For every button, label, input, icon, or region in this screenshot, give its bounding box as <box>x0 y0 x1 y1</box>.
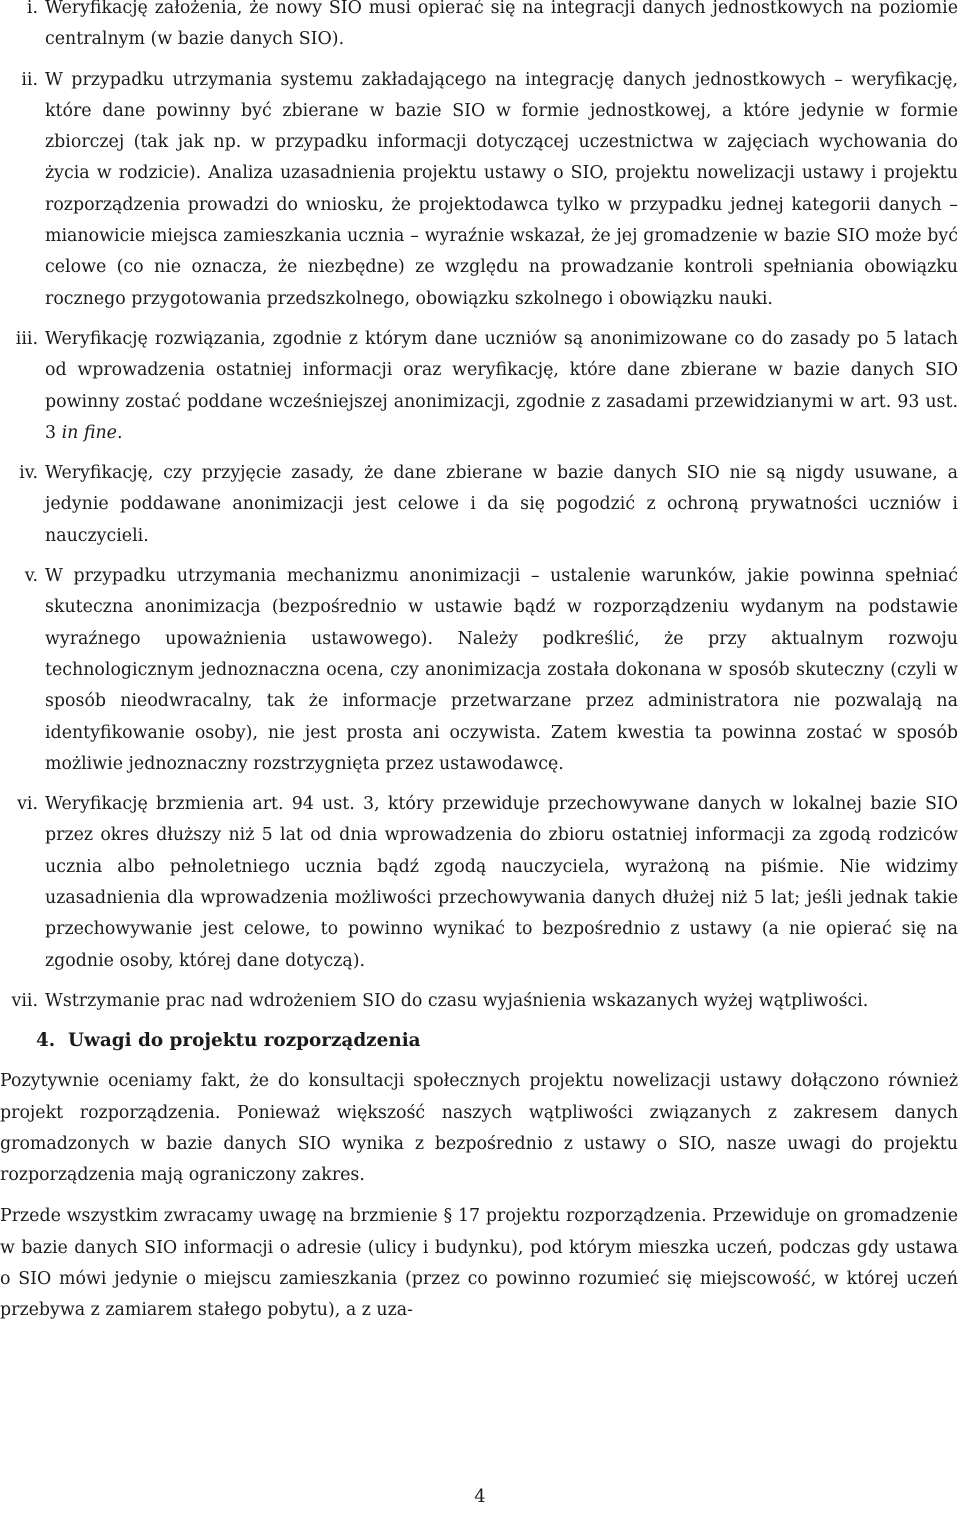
list-item <box>0 561 960 780</box>
list-item <box>0 324 960 449</box>
list-marker: iii. <box>15 328 38 349</box>
list-marker: vii. <box>11 990 38 1011</box>
list-item-text <box>45 324 958 449</box>
section-heading <box>0 1026 960 1056</box>
list-item-text: W przypadku utrzymania systemu zakładającego na integrację danych jednostkowych – weryfikację, które dane powinny być zbierane w bazie SIO w formie jednostkowej, a które jedynie w formie zbiorczej (tak jak np. w przypadku informacji dotyczącej uczestnictwa w zajęciach wychowania do życia w rodzicie). Analiza uzasadnienia projektu ustawy o SIO, projektu nowelizacji ustawy i projektu rozporządzenia prowadzi do wniosku, że projektodawca tylko w przypadku jednej kategorii danych – mianowicie miejsca zamieszkania ucznia – wyraźnie wskazał, że jej gromadzenie w bazie SIO może być celowe (co nie oznacza, że niezbędne) ze względu na prowadzanie kontroli spełniania obowiązku rocznego przygotowania przedszkolnego, obowiązku szkolnego i obowiązku nauki. <box>45 69 958 309</box>
list-item-text: W przypadku utrzymania mechanizmu anonimizacji – ustalenie warunków, jakie powinna spełniać skuteczna anonimizacja (bezpośrednio w ustawie bądź w rozporządzeniu wydanym na podstawie wyraźnego upoważnienia ustawowego). Należy podkreślić, że przy aktualnym rozwoju technologicznym jednoznaczna ocena, czy anonimizacja została dokonana w sposób skuteczny (czyli w sposób nieodwracalny, tak że informacje przetwarzane przez administratora nie pozwalają na identyfikowanie osoby), nie jest prosta ani oczywista. Zatem kwestia ta powinna zostać w sposób możliwie jednoznaczny rozstrzygnięta przez ustawodawcę. <box>45 566 958 774</box>
section-title: Uwagi do projektu rozporządzenia <box>68 1030 421 1052</box>
body-paragraph: Przede wszystkim zwracamy uwagę na brzmienie § 17 projektu rozporządzenia. Przewiduje on gromadzenie w bazie danych SIO informacji o adresie (ulicy i budynku), pod którym mieszka uczeń, podczas gdy ustawa o SIO mówi jedynie o miejscu zamieszkania (przez co powinno rozumieć się miejscowość, w której uczeń przebywa z zamiarem stałego pobytu), a z uza- <box>0 1206 958 1321</box>
page-number: 4 <box>474 1486 486 1507</box>
list-marker: iv. <box>19 463 38 484</box>
list-item <box>0 65 960 315</box>
list-item-text-end: . <box>116 422 123 443</box>
list-item-text: Weryfikację brzmienia art. 94 ust. 3, który przewiduje przechowywane danych w lokalnej bazie SIO przez okres dłuższy niż 5 lat od dnia wprowadzenia do zbioru ostatniej informacji za zgodą rodziców ucznia albo pełnoletniego ucznia bądź zgodą nauczyciela, wyrażoną na piśmie. Nie widzimy uzasadnienia dla wprowadzenia możliwości przechowywania danych dłużej niż 5 lat; jeśli jednak takie przechowywanie jest celowe, to powinno wynikać to bezpośrednio z ustawy (a nie opierać się na zgodnie osoby, której dane dotyczą). <box>45 794 958 971</box>
list-item <box>0 986 960 1017</box>
list-item <box>0 789 960 977</box>
section-number: 4. <box>36 1030 56 1052</box>
body-paragraph: Pozytywnie oceniamy fakt, że do konsultacji społecznych projektu nowelizacji ustawy dołączono również projekt rozporządzenia. Ponieważ większość naszych wątpliwości związanych z zakresem danych gromadzonych w bazie danych SIO wynika z bezpośrednio z ustawy o SIO, nasze uwagi do projektu rozporządzenia mają ograniczony zakres. <box>0 1071 958 1186</box>
list-item-text: Weryfikację, czy przyjęcie zasady, że dane zbierane w bazie danych SIO nie są nigdy usuwane, a jedynie poddawane anonimizacji jest celowe i da się pogodzić z ochroną prywatności uczniów i nauczycieli. <box>45 463 958 546</box>
list-marker: ii. <box>21 69 38 90</box>
list-item-text-main: Weryfikację rozwiązania, zgodnie z którym dane uczniów są anonimizowane co do zasady po 5 latach od wprowadzenia ostatniej informacji oraz weryfikację, które dane zbierane w bazie danych SIO powinny zostać poddane wcześniejszej anonimizacji, zgodnie z zasadami przewidzianymi w art. 93 ust. 3 <box>45 328 958 443</box>
list-item <box>0 0 960 56</box>
list-item <box>0 458 960 552</box>
italic-phrase: in fine <box>61 422 117 443</box>
list-marker: i. <box>26 0 38 18</box>
list-item-text: Wstrzymanie prac nad wdrożeniem SIO do czasu wyjaśnienia wskazanych wyżej wątpliwości. <box>45 990 869 1011</box>
list-item-text: Weryfikację założenia, że nowy SIO musi opierać się na integracji danych jednostkowych na poziomie centralnym (w bazie danych SIO). <box>45 0 958 50</box>
list-marker: v. <box>24 566 38 587</box>
list-marker: vi. <box>17 794 38 815</box>
